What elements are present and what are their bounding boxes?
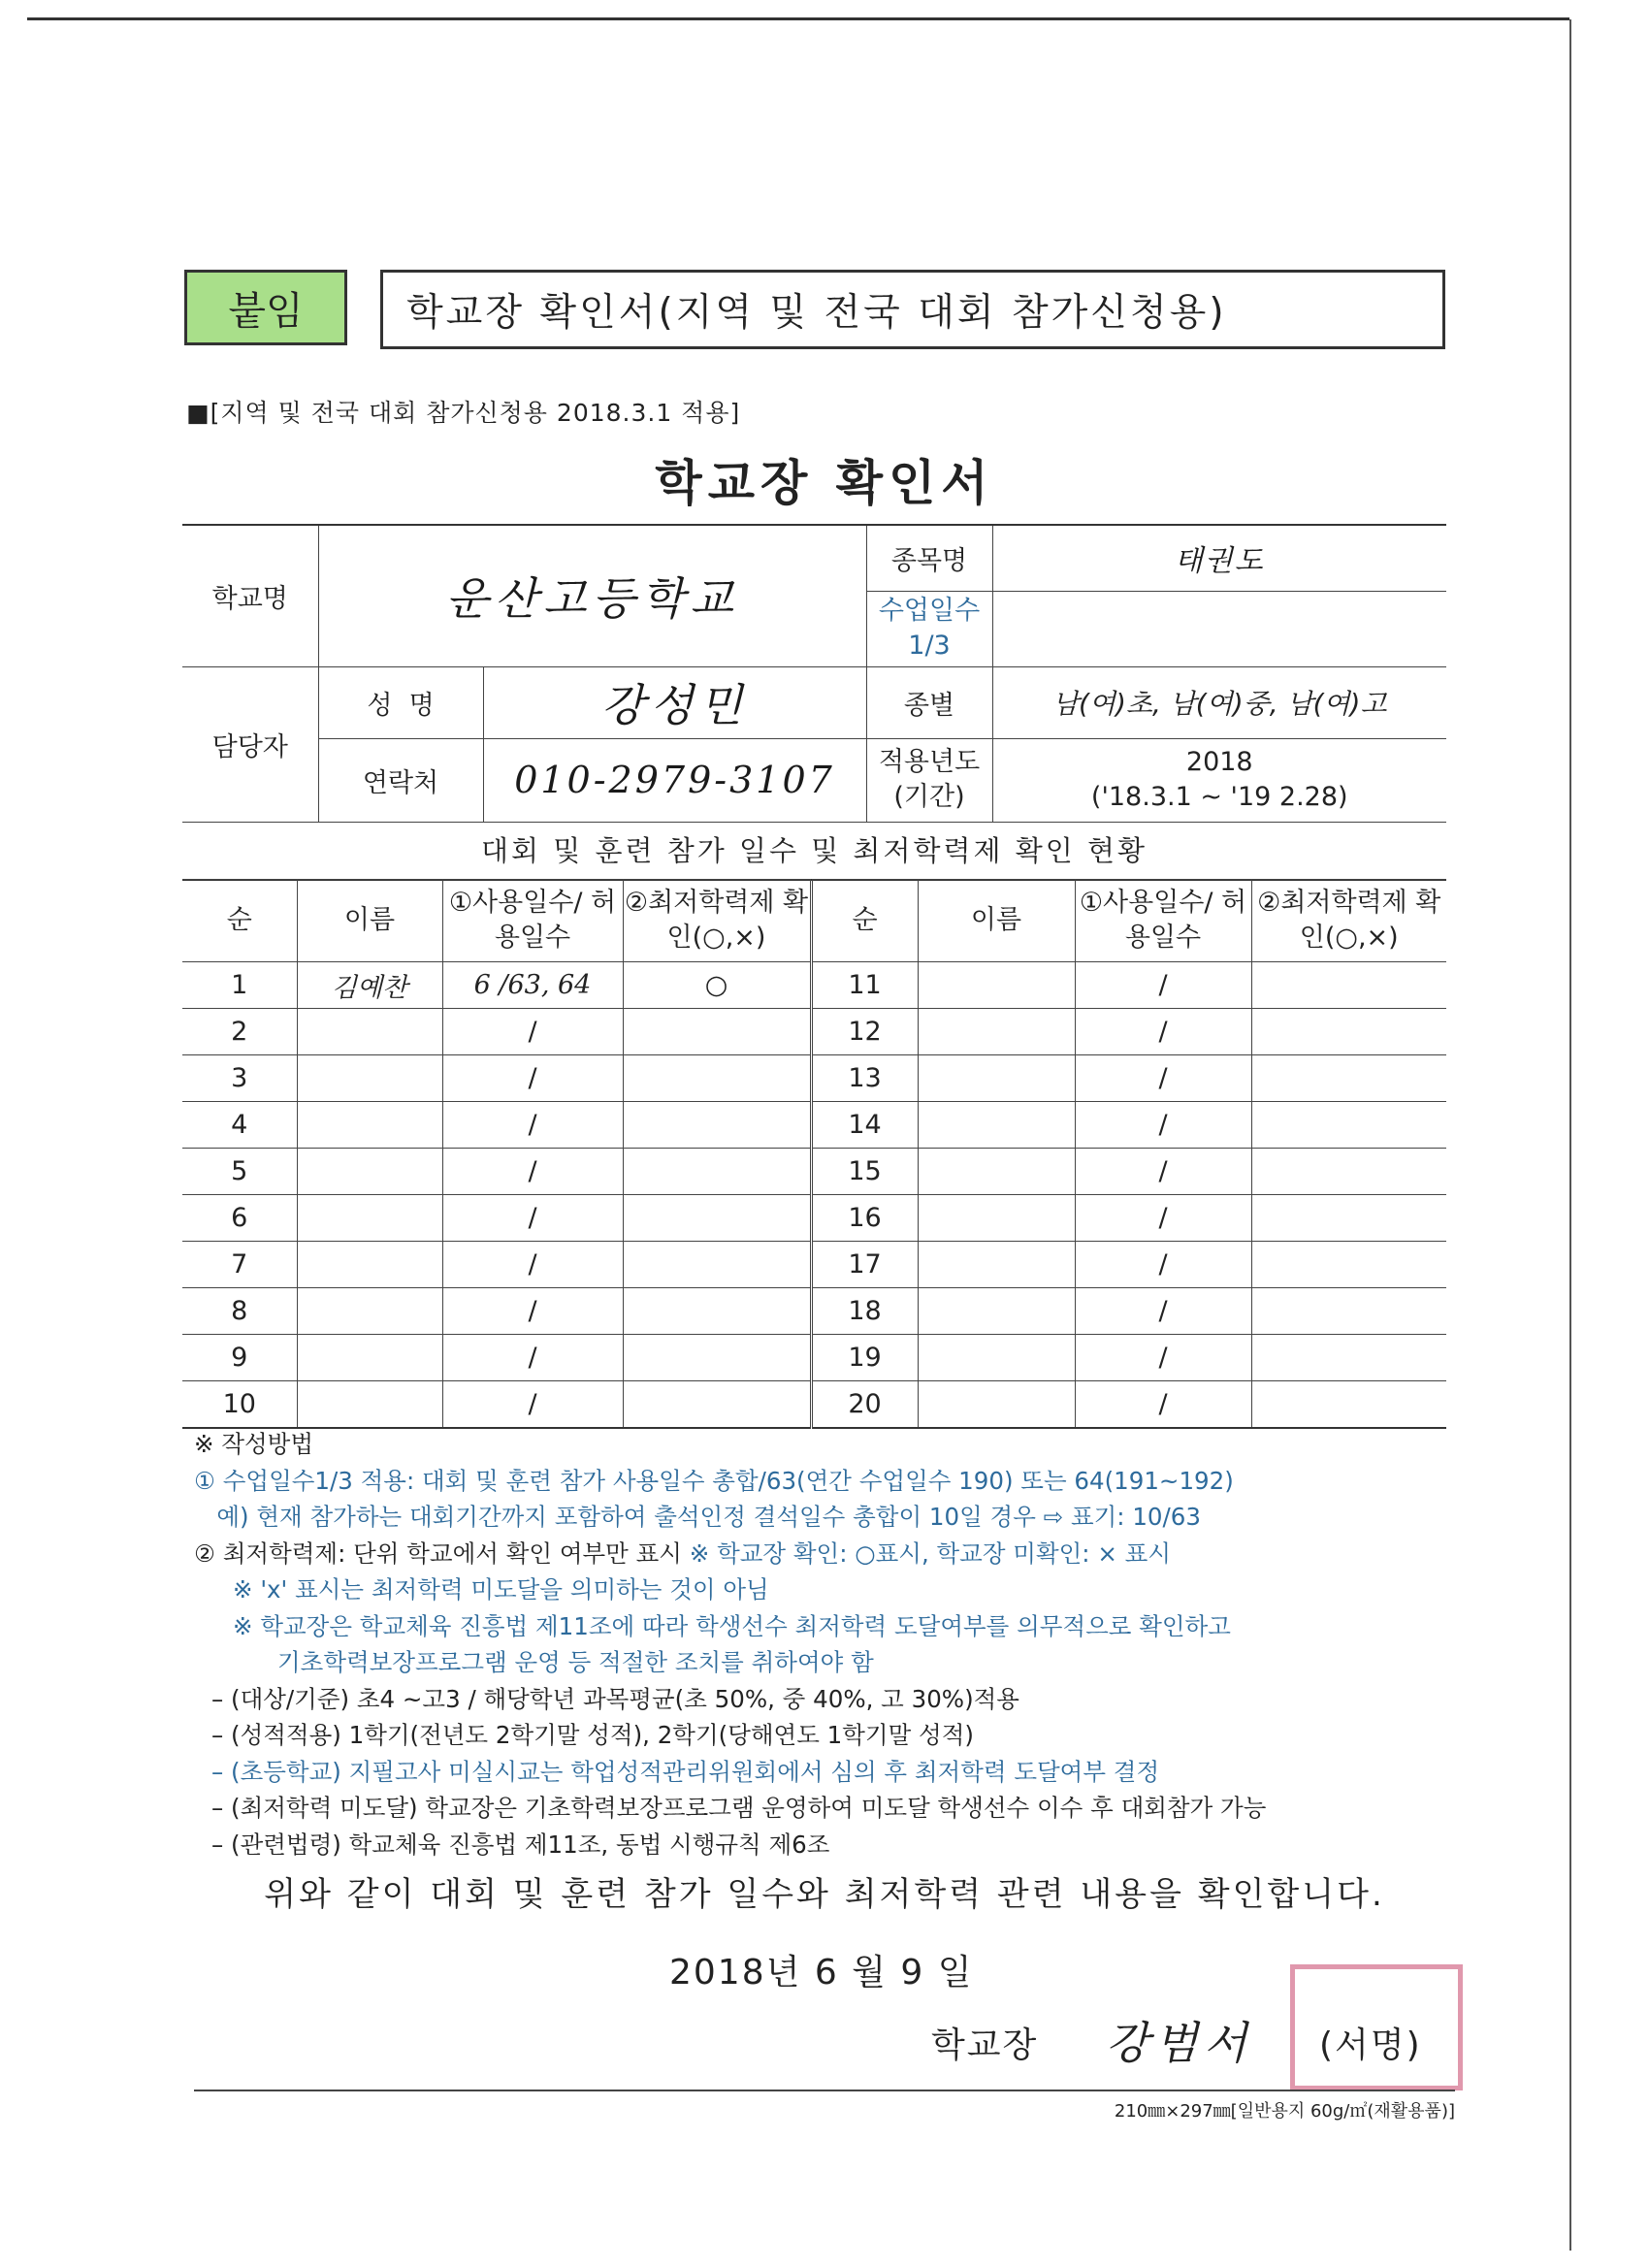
cell-check [623,1335,811,1381]
cell-no: 12 [811,1009,918,1055]
attachment-badge: 붙임 [184,270,347,345]
table-row [182,1195,1446,1242]
cell-check [623,1381,811,1429]
name-label: 성 명 [318,666,483,738]
top-border [27,17,1569,20]
cell-no: 11 [811,962,918,1009]
cell-check [1251,1102,1446,1149]
cell-no: 20 [811,1381,918,1429]
col-header: 순 [811,880,918,962]
cell-no: 9 [182,1335,297,1381]
cell-days: / [442,1242,623,1288]
cell-name [297,1242,442,1288]
cell-name [918,1055,1075,1102]
cell-name [297,1288,442,1335]
cell-no: 7 [182,1242,297,1288]
name-value: 강성민 [483,666,866,738]
cell-days: / [1075,1195,1251,1242]
contact-label: 연락처 [318,738,483,822]
note-8: – (최저학력 미도달) 학교장은 기초학력보장프로그램 운영하여 미도달 학생선수 이수 후 대회참가 가능 [211,1794,1267,1822]
cell-days: / [1075,1288,1251,1335]
category-value: 남(여)초, 남(여)중, 남(여)고 [992,666,1446,738]
table-row [182,1149,1446,1195]
cell-name [918,962,1075,1009]
classdays-label: 수업일수 1/3 [866,591,992,666]
cell-check [623,1102,811,1149]
sport-value: 태권도 [992,525,1446,591]
cell-days: / [442,1055,623,1102]
sign-date: 2018년 6 월 9 일 [669,1953,974,1993]
cell-no: 5 [182,1149,297,1195]
table-row [182,1242,1446,1288]
cell-no: 18 [811,1288,918,1335]
cell-no: 19 [811,1335,918,1381]
table-row [182,1288,1446,1335]
note-1: ① 수업일수1/3 적용: 대회 및 훈련 참가 사용일수 총합/63(연간 수업일수 190) 또는 64(191~192) [194,1466,1234,1495]
cell-check [1251,1288,1446,1335]
cell-name [918,1242,1075,1288]
document-title: 학교장 확인서 [655,455,994,511]
note-2: ② 최저학력제: 단위 학교에서 확인 여부만 표시 ※ 학교장 확인: ○표시, 학교장 미확인: × 표시 [194,1539,1171,1568]
cell-name [918,1149,1075,1195]
cell-name [918,1195,1075,1242]
school-label: 학교명 [182,525,318,666]
cell-check [623,1149,811,1195]
cell-days: / [442,1288,623,1335]
cell-days: / [1075,1149,1251,1195]
cell-days: / [1075,1102,1251,1149]
participation-table [182,879,1446,1429]
cell-days: 6 /63, 64 [442,962,623,1009]
school-value: 운산고등학교 [318,525,866,666]
cell-days: / [1075,1242,1251,1288]
cell-days: / [442,1149,623,1195]
note-3: ※ 'x' 표시는 최저학력 미도달을 의미하는 것이 아님 [233,1575,769,1604]
contact-value: 010-2979-3107 [483,738,866,822]
cell-name [297,1009,442,1055]
cell-no: 8 [182,1288,297,1335]
cell-days: / [1075,1009,1251,1055]
cell-no: 4 [182,1102,297,1149]
cell-check [1251,1055,1446,1102]
cell-days: / [442,1195,623,1242]
table-row [182,1381,1446,1429]
col-header: 이름 [297,880,442,962]
sign-label: (서명) [1319,2025,1422,2065]
cell-check [1251,1381,1446,1429]
col-header: ①사용일수/ 허용일수 [442,880,623,962]
cell-check [1251,1242,1446,1288]
bottom-rule [194,2090,1455,2091]
cell-days: / [442,1102,623,1149]
cell-name [918,1288,1075,1335]
year-value: 2018 ('18.3.1 ~ '19 2.28) [992,738,1446,822]
year-label: 적용년도 (기간) [866,738,992,822]
cell-check [623,1195,811,1242]
info-table [182,524,1446,823]
note-1-example: 예) 현재 참가하는 대회기간까지 포함하여 출석인정 결석일수 총합이 10일 경우 ⇨ 표기: 10/63 [194,1503,1201,1531]
col-header: ①사용일수/ 허용일수 [1075,880,1251,962]
form-heading: 학교장 확인서(지역 및 전국 대회 참가신청용) [380,270,1445,349]
instructions [194,1426,1455,1863]
cell-no: 14 [811,1102,918,1149]
cell-days: / [1075,1055,1251,1102]
cell-name [297,1381,442,1429]
paper-spec: 210㎜×297㎜[일반용지 60g/㎡(재활용품)] [1114,2101,1455,2122]
note-4-cont: 기초학력보장프로그램 운영 등 적절한 조치를 취하여야 함 [277,1648,874,1676]
cell-check [623,1242,811,1288]
cell-no: 13 [811,1055,918,1102]
cell-no: 16 [811,1195,918,1242]
cell-name [297,1335,442,1381]
cell-check [1251,962,1446,1009]
note-4: ※ 학교장은 학교체육 진흥법 제11조에 따라 학생선수 최저학력 도달여부를 의무적으로 확인하고 [233,1611,1231,1640]
confirmation-statement: 위와 같이 대회 및 훈련 참가 일수와 최저학력 관련 내용을 확인합니다. [264,1875,1385,1914]
cell-days: / [1075,1381,1251,1429]
applied-note: ■[지역 및 전국 대회 참가신청용 2018.3.1 적용] [186,399,741,427]
cell-check [1251,1149,1446,1195]
table-row [182,1055,1446,1102]
manager-label: 담당자 [182,666,318,822]
cell-no: 15 [811,1149,918,1195]
note-6: – (성적적용) 1학기(전년도 2학기말 성적), 2학기(당해연도 1학기말 성적) [211,1721,974,1749]
cell-no: 1 [182,962,297,1009]
cell-no: 3 [182,1055,297,1102]
note-7: – (초등학교) 지필고사 미실시교는 학업성적관리위원회에서 심의 후 최저학력 도달여부 결정 [211,1757,1160,1786]
cell-check [623,1055,811,1102]
col-header: ②최저학력제 확인(○,×) [1251,880,1446,962]
cell-no: 6 [182,1195,297,1242]
cell-name: 김예찬 [297,962,442,1009]
cell-check [623,1288,811,1335]
principal-label: 학교장 [931,2025,1039,2065]
note-5: – (대상/기준) 초4 ~고3 / 해당학년 과목평균(초 50%, 중 40%, 고 30%)적용 [211,1684,1019,1713]
cell-days: / [1075,1335,1251,1381]
cell-check [623,1009,811,1055]
table-row [182,1335,1446,1381]
notes-heading: ※ 작성방법 [194,1430,313,1458]
col-header: 이름 [918,880,1075,962]
cell-check: ○ [623,962,811,1009]
cell-name [297,1102,442,1149]
cell-no: 2 [182,1009,297,1055]
cell-name [918,1381,1075,1429]
table-row [182,1102,1446,1149]
table-row [182,1009,1446,1055]
cell-no: 10 [182,1381,297,1429]
cell-name [297,1055,442,1102]
col-header: ②최저학력제 확인(○,×) [623,880,811,962]
cell-days: / [442,1381,623,1429]
cell-no: 17 [811,1242,918,1288]
cell-check [1251,1009,1446,1055]
classdays-value [992,591,1446,666]
cell-name [297,1149,442,1195]
cell-days: / [442,1335,623,1381]
category-label: 종별 [866,666,992,738]
cell-check [1251,1335,1446,1381]
cell-name [918,1102,1075,1149]
cell-name [918,1335,1075,1381]
page-edge [1569,19,1571,2251]
principal-signature: 강범서 [1106,2017,1253,2069]
cell-name [918,1009,1075,1055]
note-9: – (관련법령) 학교체육 진흥법 제11조, 동법 시행규칙 제6조 [211,1830,830,1859]
cell-name [297,1195,442,1242]
cell-check [1251,1195,1446,1242]
table-row [182,962,1446,1009]
cell-days: / [442,1009,623,1055]
col-header: 순 [182,880,297,962]
section-title: 대회 및 훈련 참가 일수 및 최저학력제 확인 현황 [182,823,1446,881]
sport-label: 종목명 [866,525,992,591]
cell-days: / [1075,962,1251,1009]
